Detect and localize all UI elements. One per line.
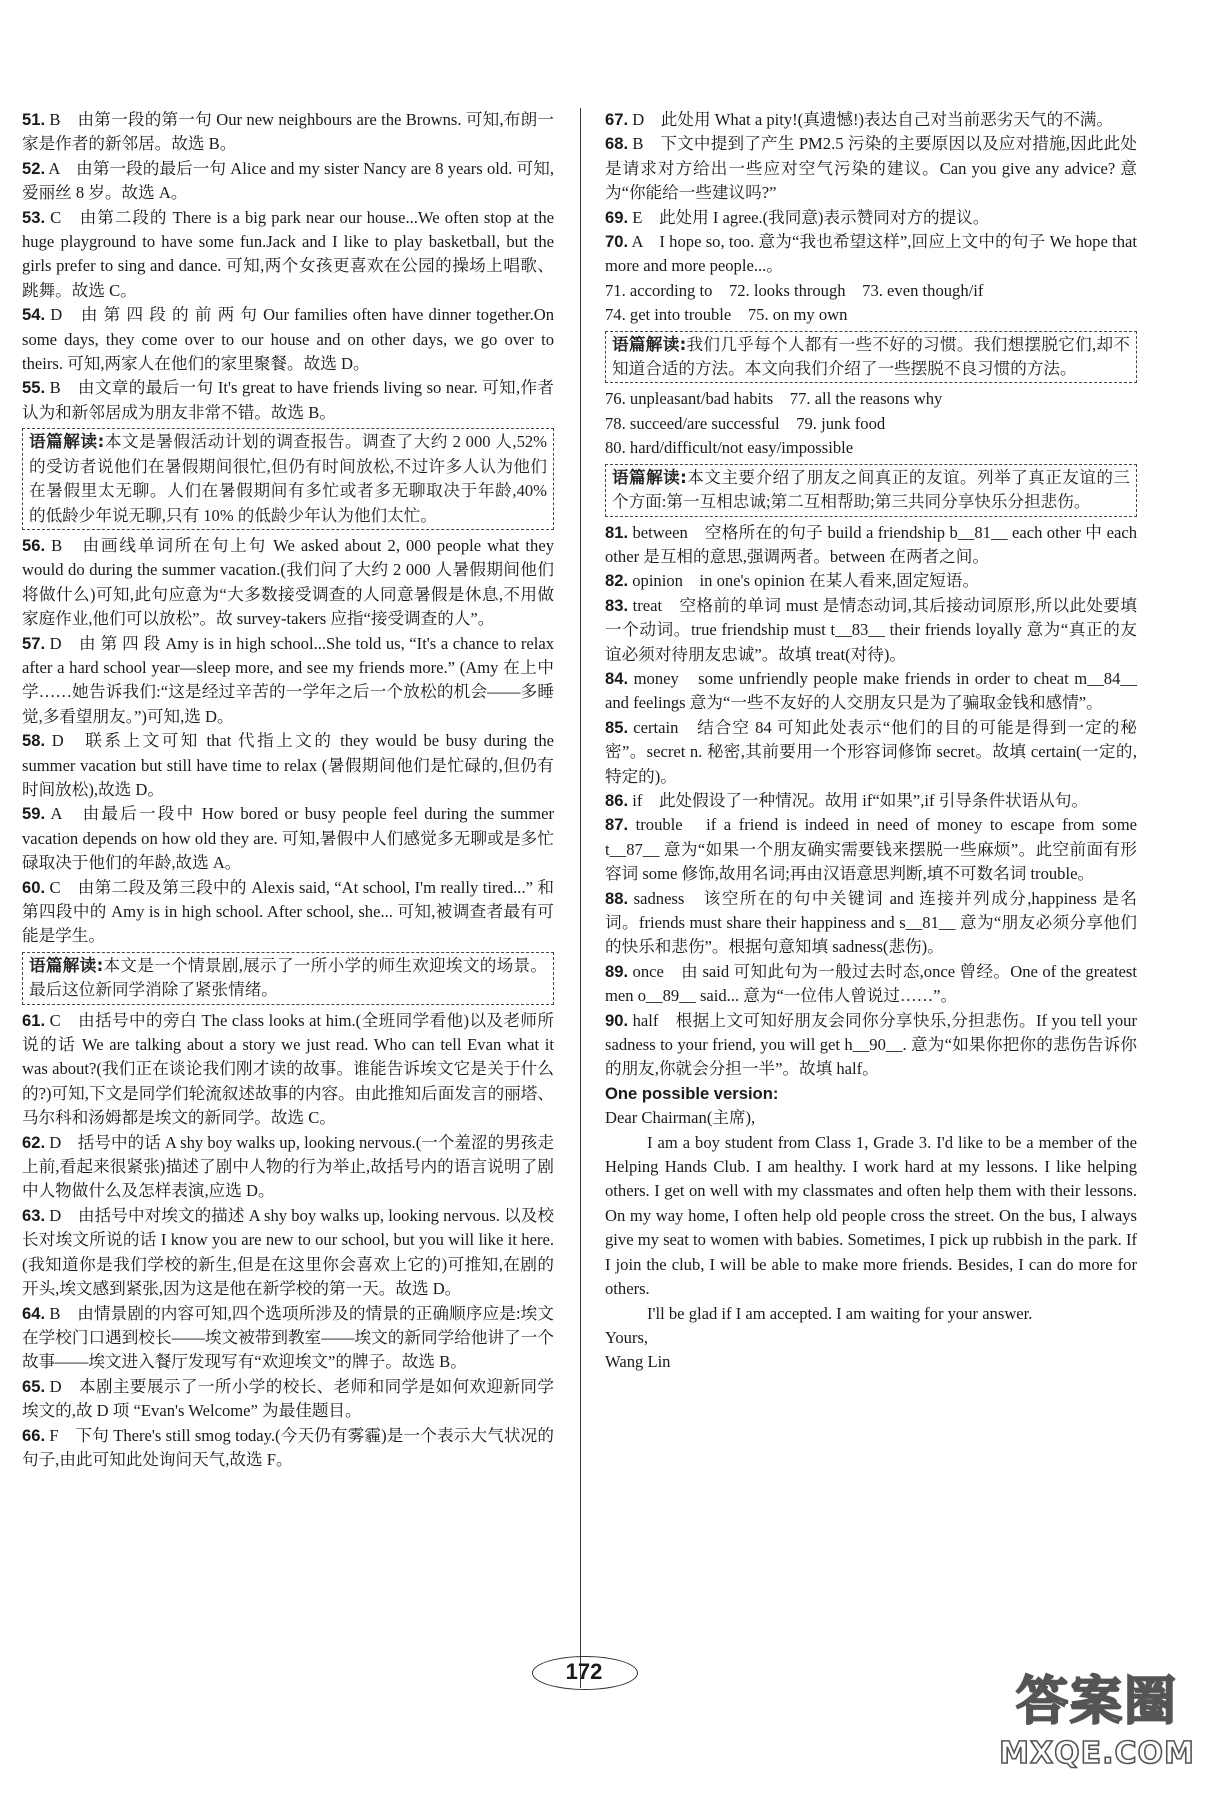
essay-name: Wang Lin	[605, 1352, 671, 1372]
answer-explanation: B 由文章的最后一句 It's great to have friends living so near. 可知,作者认为和新邻居成为朋友非常不错。故选 B。	[22, 378, 554, 422]
question-number: 58.	[22, 731, 46, 751]
page-number: 172	[565, 1659, 603, 1684]
question-number: 59.	[22, 804, 46, 824]
essay-closing: I'll be glad if I am accepted. I am waiting for your answer.	[647, 1303, 1033, 1323]
watermark-top: 答案圈	[1015, 1672, 1178, 1732]
answer-item	[22, 157, 554, 206]
answer-item	[605, 960, 1137, 1009]
question-number: 89.	[605, 961, 629, 981]
answer-explanation: C 由括号中的旁白 The class looks at him.(全班同学看他)以及老师所说的话 We are talking about a story we just read. Who can tell Evan what it was about?(我们正在谈论我们刚才读的故事。谁能告诉埃文它是关于什么的?)可知,下文是同学们轮流叙述故事的内容。由此推知后面发言的丽塔、马尔科和汤姆都是埃文的新同学。故选 C。	[22, 1010, 554, 1128]
essay-salutation: Dear Chairman(主席),	[605, 1108, 756, 1128]
question-number: 69.	[605, 207, 629, 227]
question-number: 52.	[22, 158, 46, 178]
answer-explanation: F 下句 There's still smog today.(今天仍有雾霾)是一个表示大气状况的句子,由此可知此处询问天气,故选 F。	[22, 1425, 554, 1469]
answer-item	[22, 1204, 554, 1302]
sample-essay	[605, 1082, 1137, 1375]
answer-explanation: D 由 第 四 段 的 前 两 句 Our families often have dinner together.On some days, they come over to our house and on other days, we go over to theirs. 可知,两家人在他们的家里聚餐。故选 D。	[22, 305, 554, 374]
answer-item	[22, 108, 554, 157]
answer-explanation: E 此处用 I agree.(我同意)表示赞同对方的提议。	[628, 207, 990, 227]
answer-item	[22, 876, 554, 949]
question-number: 90.	[605, 1010, 629, 1030]
question-number: 81.	[605, 522, 629, 542]
watermark-logo	[993, 1670, 1201, 1788]
answer-explanation: half 根据上文可知好朋友会同你分享快乐,分担悲伤。If you tell your sadness to your friend, you will get h__90__. 意为“如果你把你的悲伤告诉你的朋友,你就会分担一半”。故填 half。	[605, 1010, 1137, 1079]
watermark-bottom: MXQE.COM	[999, 1736, 1195, 1771]
answer-explanation: once 由 said 可知此句为一般过去时态,once 曾经。One of the greatest men o__89__ said... 意为“一位伟人曾说过……”。	[605, 961, 1137, 1006]
question-number: 85.	[605, 717, 629, 737]
answer-explanation: A 由第一段的最后一句 Alice and my sister Nancy are 8 years old. 可知,爱丽丝 8 岁。故选 A。	[22, 158, 554, 203]
note-text: 本文主要介绍了朋友之间真正的友谊。列举了真正友谊的三个方面:第一互相忠诚;第二互相帮助;第三共同分享快乐分担悲伤。	[612, 467, 1131, 512]
answer-item	[22, 1302, 554, 1375]
answer-explanation: B 由画线单词所在句上句 We asked about 2, 000 people what they would do during the summer vacation.(我们问了大约 2 000 人暑假期间他们将做什么)可知,此句应意为“大多数接受调查的人同意暑假是休息,不用做家庭作业,他们可以放松”。故 survey-takers 应指“接受调查的人”。	[22, 535, 554, 629]
answer-explanation: if 此处假设了一种情况。故用 if“如果”,if 引导条件状语从句。	[628, 790, 1089, 810]
essay-signoff: Yours,	[605, 1327, 649, 1347]
answer-explanation: D 括号中的话 A shy boy walks up, looking nervous.(一个羞涩的男孩走上前,看起来很紧张)描述了剧中人物的行为举止,故括号内的语言说明了剧中人物做什么及怎样表演,应选 D。	[22, 1132, 554, 1201]
essay-title: One possible version:	[605, 1083, 779, 1103]
answer-explanation: trouble if a friend is indeed in need of money to escape from some t__87__ 意为“如果一个朋友确实需要钱来摆脱一些麻烦”。此空前面有形容词 some 修饰,故用名词;再由汉语意思判断,填不可数名词 trouble。	[605, 815, 1137, 884]
question-number: 64.	[22, 1303, 46, 1323]
blank-line: 71. according to 72. looks through 73. even though/if	[605, 280, 984, 300]
answer-explanation: opinion in one's opinion 在某人看来,固定短语。	[628, 571, 980, 591]
note-label: 语篇解读:	[612, 467, 687, 487]
note-text: 本文是暑假活动计划的调查报告。调查了大约 2 000 人,52% 的受访者说他们在暑假期间很忙,但仍有时间放松,不过许多人认为他们在暑假里太无聊。人们在暑假期间有多忙或者多无聊取决于年龄,40% 的低龄少年说无聊,只有 10% 的低龄少年认为他们太忙。	[29, 432, 547, 525]
right-column	[605, 108, 1137, 1375]
answer-item	[605, 667, 1137, 716]
question-number: 62.	[22, 1132, 46, 1152]
answer-item	[605, 594, 1137, 667]
answer-item	[22, 729, 554, 802]
answer-list-81-90	[605, 521, 1137, 1082]
answer-explanation: sadness 该空所在的句中关键词 and 连接并列成分,happiness 是名词。friends must share their happiness and s__81__ 意为“朋友必须分享他们的快乐和悲伤”。根据句意知填 sadness(悲伤)。	[605, 888, 1137, 957]
blank-line: 74. get into trouble 75. on my own	[605, 305, 848, 325]
answer-item	[605, 569, 1137, 593]
answer-list-51-55	[22, 108, 554, 425]
question-number: 88.	[605, 888, 629, 908]
answer-item	[605, 230, 1137, 279]
question-number: 51.	[22, 110, 46, 129]
answer-explanation: A I hope so, too. 意为“我也希望这样”,回应上文中的句子 We hope that more and more people...。	[605, 232, 1137, 276]
note-label: 语篇解读:	[29, 432, 105, 452]
answer-explanation: certain 结合空 84 可知此处表示“他们的目的可能是得到一定的秘密”。secret n. 秘密,其前要用一个形容词修饰 secret。故填 certain(一定的,特定的)。	[605, 717, 1137, 786]
question-number: 70.	[605, 232, 629, 252]
answer-item	[22, 206, 554, 304]
answer-item	[605, 521, 1137, 570]
answer-item	[605, 108, 1137, 132]
answer-item	[22, 534, 554, 632]
answer-item	[22, 1131, 554, 1204]
reading-note-1	[22, 428, 554, 530]
note-text: 本文是一个情景剧,展示了一所小学的师生欢迎埃文的场景。最后这位新同学消除了紧张情绪。	[29, 955, 547, 1000]
answer-explanation: money some unfriendly people make friends in order to cheat m__84__ and feelings 意为“一些不友好的人交朋友只是为了骗取金钱和感情”。	[605, 668, 1137, 713]
note-text: 我们几乎每个人都有一些不好的习惯。我们想摆脱它们,却不知道合适的方法。本文向我们介绍了一些摆脱不良习惯的方法。	[612, 334, 1130, 379]
reading-note-2	[22, 952, 554, 1005]
answer-item	[22, 632, 554, 730]
answer-item	[605, 1009, 1137, 1082]
question-number: 84.	[605, 668, 629, 688]
answer-explanation: D 此处用 What a pity!(真遗憾!)表达自己对当前恶劣天气的不满。	[628, 110, 1113, 129]
answer-item	[605, 887, 1137, 960]
answer-explanation: B 由情景剧的内容可知,四个选项所涉及的情景的正确顺序应是:埃文在学校门口遇到校长——埃文被带到教室——埃文的新同学给他讲了一个故事——埃文进入餐厅发现写有“欢迎埃文”的牌子。故选 B。	[22, 1303, 554, 1372]
question-number: 67.	[605, 110, 629, 129]
answer-item	[605, 813, 1137, 886]
answer-item	[605, 206, 1137, 230]
note-label: 语篇解读:	[612, 334, 687, 354]
question-number: 86.	[605, 790, 629, 810]
question-number: 61.	[22, 1010, 46, 1030]
question-number: 63.	[22, 1205, 46, 1225]
question-number: 65.	[22, 1376, 46, 1396]
blank-line: 80. hard/difficult/not easy/impossible	[605, 438, 854, 458]
answer-explanation: B 由第一段的第一句 Our new neighbours are the Browns. 可知,布朗一家是作者的新邻居。故选 B。	[22, 110, 554, 154]
answer-item	[22, 1009, 554, 1131]
answer-explanation: D 本剧主要展示了一所小学的校长、老师和同学是如何欢迎新同学埃文的,故 D 项 “Evan's Welcome” 为最佳题目。	[22, 1376, 554, 1421]
question-number: 83.	[605, 595, 629, 615]
answer-list-67-70	[605, 108, 1137, 279]
answer-explanation: A 由最后一段中 How bored or busy people feel during the summer vacation depends on how old they are. 可知,暑假中人们感觉多无聊或是多忙碌取决于他们的年龄,故选 A。	[22, 804, 554, 873]
answer-explanation: B 下文中提到了产生 PM2.5 污染的主要原因以及应对措施,因此此处是请求对方给出一些应对空气污染的建议。Can you give any advice? 意为“你能给一些建议吗?”	[605, 134, 1137, 203]
essay-body: I am a boy student from Class 1, Grade 3. I'd like to be a member of the Helping Hands Club. I am healthy. I work hard at my lessons. I like helping others. I get on well with my classmates and often help them with their lessons. On my way home, I often help old people cross the street. On the bus, I always give my seat to women with babies. Sometimes, I pick up rubbish in the park. If I join the club, I will be able to make more friends. Besides, I can do more for others.	[605, 1132, 1137, 1299]
question-number: 56.	[22, 535, 46, 555]
question-number: 68.	[605, 134, 629, 154]
note-label: 语篇解读:	[29, 955, 104, 975]
question-number: 53.	[22, 207, 46, 227]
reading-note-4	[605, 464, 1137, 517]
answer-explanation: treat 空格前的单词 must 是情态动词,其后接动词原形,所以此处要填一个动词。true friendship must t__83__ their friends loyally 意为“真正的友谊必须对待朋友忠诚”。故填 treat(对待)。	[605, 595, 1137, 664]
blank-line: 76. unpleasant/bad habits 77. all the reasons why	[605, 389, 943, 409]
answer-item	[22, 376, 554, 425]
answer-item	[22, 303, 554, 376]
blanks-76-80	[605, 387, 1137, 460]
blank-line: 78. succeed/are successful 79. junk food	[605, 413, 886, 433]
question-number: 55.	[22, 378, 46, 398]
question-number: 87.	[605, 815, 629, 835]
answer-explanation: D 联系上文可知 that 代指上文的 they would be busy during the summer vacation but still have time to relax (暑假期间他们是忙碌的,但仍有时间放松),故选 D。	[22, 731, 554, 799]
answer-explanation: D 由括号中对埃文的描述 A shy boy walks up, looking nervous. 以及校长对埃文所说的话 I know you are new to our school, but you will like it here.(我知道你是我们学校的新生,但是在这里你会喜欢上它的)可推知,在剧的开头,埃文感到紧张,因为这是他在新学校的第一天。故选 D。	[22, 1205, 554, 1299]
answer-explanation: D 由 第 四 段 Amy is in high school...She told us, “It's a chance to relax after a hard school year—sleep more, and see my friends more.” (Amy 在上中学……她告诉我们:“这是经过辛苦的一学年之后一个放松的机会——多睡觉,多看望朋友。”)可知,选 D。	[22, 633, 554, 726]
answer-explanation: between 空格所在的句子 build a friendship b__81__ each other 中 each other 是互相的意思,强调两者。between 在两者之间。	[605, 522, 1137, 566]
answer-explanation: C 由第二段及第三段中的 Alexis said, “At school, I'm really tired...” 和第四段中的 Amy is in high school. After school, she... 可知,被调查者最有可能是学生。	[22, 877, 554, 946]
answer-list-61-66	[22, 1009, 554, 1473]
answer-item	[22, 1424, 554, 1473]
answer-item	[605, 132, 1137, 205]
question-number: 60.	[22, 877, 46, 897]
question-number: 54.	[22, 305, 46, 325]
blanks-71-75	[605, 279, 1137, 328]
answer-item	[605, 716, 1137, 789]
question-number: 66.	[22, 1425, 46, 1445]
answer-item	[22, 1375, 554, 1424]
answer-item	[605, 789, 1137, 813]
answer-list-56-60	[22, 534, 554, 949]
question-number: 82.	[605, 571, 629, 591]
column-divider	[580, 108, 581, 1688]
reading-note-3	[605, 331, 1137, 384]
left-column	[22, 108, 554, 1472]
answer-item	[22, 802, 554, 875]
answer-explanation: C 由第二段的 There is a big park near our house...We often stop at the huge playground to have some fun.Jack and I like to play basketball, but the girls prefer to sing and dance. 可知,两个女孩更喜欢在公园的操场上唱歌、跳舞。故选 C。	[22, 207, 554, 300]
question-number: 57.	[22, 633, 46, 653]
